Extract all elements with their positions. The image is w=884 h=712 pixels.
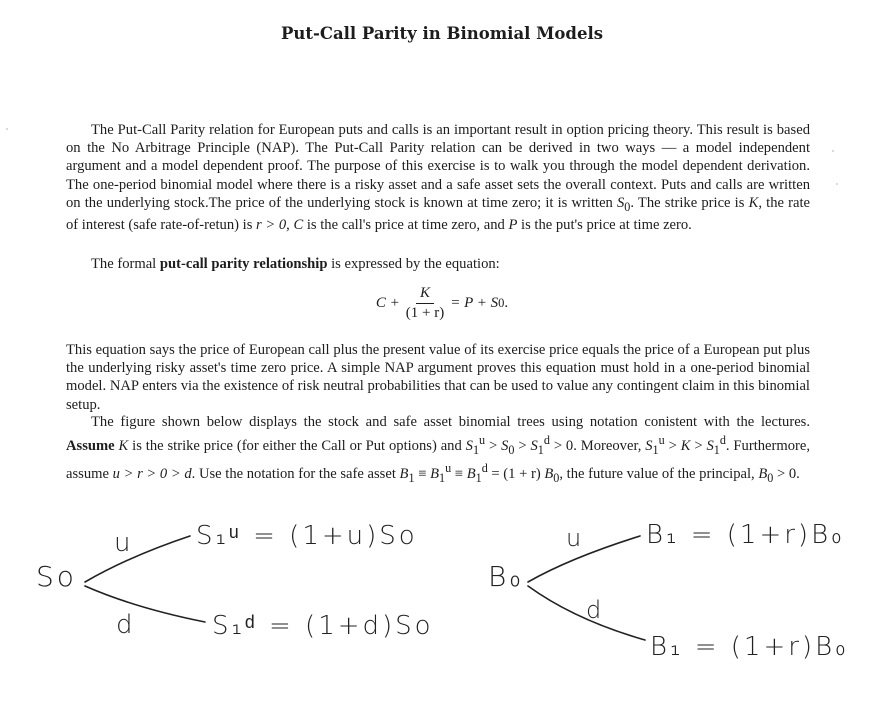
sup-d-b: d <box>719 433 726 448</box>
gt-2: > <box>514 438 531 455</box>
math-s-1u-b: S <box>645 438 653 455</box>
sub-0c: 0 <box>553 470 560 485</box>
math-b0: B <box>544 466 554 483</box>
math-b1u: B <box>430 466 439 483</box>
stock-down-branch <box>85 586 205 622</box>
equation-fraction <box>406 285 444 322</box>
scan-speck <box>832 150 834 152</box>
sub-1e: 1 <box>408 470 415 485</box>
fraction-denominator: (1 + r) <box>405 305 445 321</box>
fig-text-c: . Moreover, <box>573 438 646 455</box>
sub-0b: 0 <box>508 442 515 457</box>
equiv-1: ≡ <box>414 466 431 483</box>
math-r-positive: r > 0 <box>256 216 287 233</box>
sup-d-c: d <box>481 461 488 476</box>
gt-zero: > 0 <box>549 438 574 455</box>
sup-d: d <box>543 433 550 448</box>
intro-text-b: . The strike price is <box>630 194 749 211</box>
math-inequality: u > r > 0 > d <box>112 466 192 483</box>
sup-u-c: u <box>445 461 452 476</box>
stock-up-node: S₁ᵘ = (1+u)So <box>196 521 418 551</box>
figure-description-paragraph <box>66 413 810 487</box>
sub-0d: 0 <box>767 470 774 485</box>
scan-speck <box>6 128 8 130</box>
sub-1c: 1 <box>652 442 659 457</box>
fraction-numerator: K <box>416 285 434 304</box>
bond-up-move-label: u <box>566 524 585 552</box>
bond-up-node: B₁ = (1+r)B₀ <box>646 520 845 550</box>
equation-lhs: C + <box>375 295 400 311</box>
math-p: P <box>508 216 518 233</box>
parity-equation <box>0 285 884 322</box>
math-s-0b: S <box>501 438 509 455</box>
equation-rhs: = P + S <box>450 295 499 311</box>
fig-text-d: . Furthermore, assume <box>66 438 811 483</box>
sub-1f: 1 <box>439 470 446 485</box>
math-b1: B <box>399 466 409 483</box>
intro-text-f: is the put's price at time zero. <box>517 216 692 233</box>
sub-1: 1 <box>472 442 480 457</box>
scan-speck <box>836 183 838 185</box>
math-k: K <box>748 194 759 211</box>
stock-root-label: So <box>36 560 77 593</box>
math-s-1d: S <box>530 438 538 455</box>
math-sub-0: 0 <box>624 199 631 214</box>
math-s-1d-b: S <box>706 438 714 455</box>
fig-bold-assume: Assume <box>66 438 115 455</box>
bond-down-move-label: d <box>586 596 605 624</box>
intro-text-d: , <box>286 216 294 233</box>
fig-text-f: , the future value of the principal, <box>559 466 759 483</box>
page-title: Put-Call Parity in Binomial Models <box>280 24 604 43</box>
math-b1d: B <box>466 466 476 483</box>
fig-text-g: . <box>796 466 800 483</box>
parity-bold-term: put-call parity relationship <box>159 256 328 272</box>
parity-text-b: is expressed by the equation: <box>327 256 500 272</box>
fig-text-b: is the strike price (for either the Call or Put options) and <box>128 438 466 455</box>
sup-u: u <box>479 433 486 448</box>
math-k-2: K <box>118 438 129 455</box>
gt-1: > <box>485 438 502 455</box>
intro-text-e: is the call's price at time zero, and <box>303 216 509 233</box>
parity-text-a: The formal <box>91 256 160 272</box>
bond-root-label: B₀ <box>488 560 524 593</box>
sub-1b: 1 <box>537 442 544 457</box>
intro-text-c: , the rate of interest (safe rate-of-retun) is <box>66 194 810 233</box>
equation-end: . <box>504 295 509 311</box>
gt-3: > <box>664 438 681 455</box>
intro-text-a: The Put-Call Parity relation for European puts and calls is an important result in option pricing theory. This result is based on the No Arbitrage Principle (NAP). The Put-Call Parity relation can be derived in two ways — a model independent argument and a model dependent proof. The purpose of this exercise is to walk you through the model dependent derivation. The one-period binomial model where there is a risky asset and a safe asset sets the overall context. Puts and calls are written on the underlying stock.The price of the underlying stock is known at time zero; it is written <box>66 122 810 211</box>
gt-zero-b: > 0 <box>773 466 797 483</box>
stock-down-node: S₁ᵈ = (1+d)So <box>212 611 434 641</box>
explanation-paragraph: This equation says the price of European call plus the present value of its exercise price equals the price of a European put plus the underlying risky asset's time zero price. A simple NAP argument proves this equation must hold in a one-period binomial model. NAP enters via the existence of risk neutral probabilities that can be used to value any contingent claim in this binomial setup. <box>66 342 810 413</box>
eq-paren: = (1 + r) <box>487 466 545 483</box>
sub-1d: 1 <box>713 442 720 457</box>
math-k-3: K <box>680 438 691 455</box>
parity-intro-paragraph <box>66 255 810 273</box>
stock-up-branch <box>85 536 190 582</box>
math-c: C <box>293 216 304 233</box>
bond-down-node: B₁ = (1+r)B₀ <box>650 632 849 662</box>
fig-text-a: The figure shown below displays the stock and safe asset binomial trees using notation conistent with the lectures. <box>91 414 810 430</box>
fig-text-e: . Use the notation for the safe asset <box>191 466 400 483</box>
stock-down-move-label: d <box>116 610 136 640</box>
intro-paragraph <box>66 121 810 234</box>
gt-4: > <box>690 438 707 455</box>
equiv-2: ≡ <box>451 466 467 483</box>
math-s-1u: S <box>465 438 473 455</box>
math-b0-b: B <box>758 466 768 483</box>
sup-u-b: u <box>658 433 665 448</box>
sub-1g: 1 <box>475 470 482 485</box>
math-s: S <box>617 194 625 211</box>
equation-rhs-sub: 0 <box>498 296 505 310</box>
stock-up-move-label: u <box>114 528 134 558</box>
